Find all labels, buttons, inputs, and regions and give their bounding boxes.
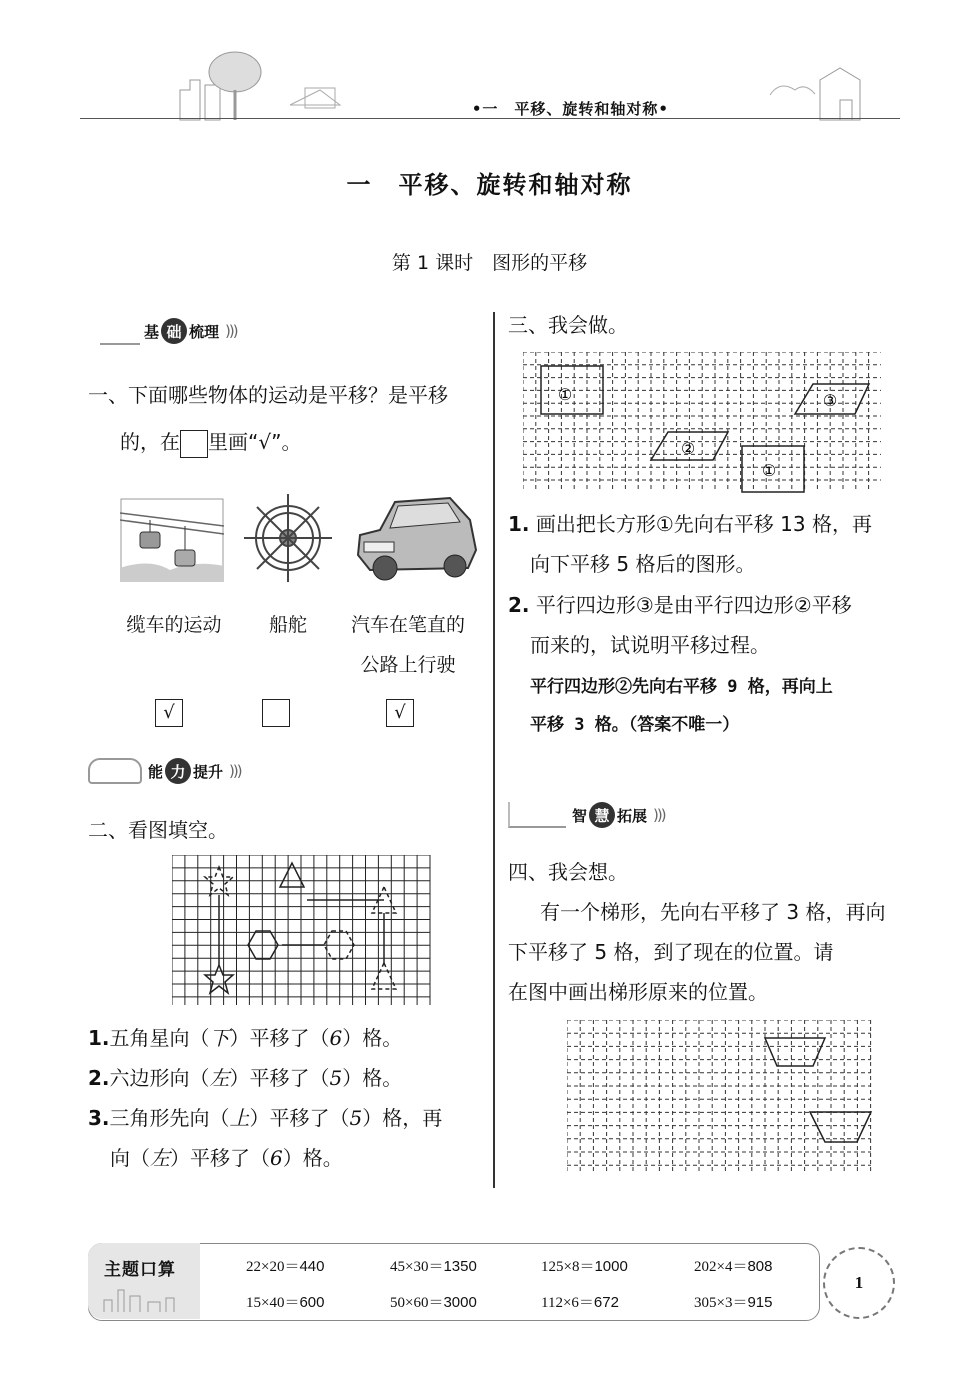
caption-ship-wheel: 船舵 [268,614,307,636]
caption-cable-car: 缆车的运动 [126,614,222,636]
q3-answer-line1: 平行四边形②先向右平移 9 格，再向上 [530,677,833,697]
q2-sentence2: 2.六边形向（左）平移了（5）格。 [88,1066,403,1090]
label-para-2: ② [680,439,696,458]
star-moved [205,965,233,993]
sample-box [180,430,208,458]
calc-8: 305×3＝915 [694,1294,773,1311]
calc-2: 45×30＝1350 [390,1258,477,1275]
q3-p2-line2: 而来的，试说明平移过程。 [530,633,770,657]
calc-3: 125×8＝1000 [541,1258,628,1275]
caption-car-line1: 汽车在笔直的 [350,614,465,636]
calc-7: 112×6＝672 [541,1294,619,1311]
book-icon [508,802,566,828]
label-para-3: ③ [822,391,838,410]
triangle-middle [372,963,396,989]
q1-line1: 一、下面哪些物体的运动是平移？是平移 [88,383,448,407]
label-rect-1: ① [557,385,573,404]
ship-wheel-icon [240,492,336,584]
q3-p2-line1: 2. 平行四边形③是由平行四边形②平移 [508,593,852,617]
lesson-title: 第 1 课时 图形的平移 [391,252,588,274]
q3-title: 三、我会做。 [508,313,628,337]
column-divider [493,312,495,1188]
trapezoid-grid [567,1020,873,1174]
q2-sentence3-cont: 向（左）平移了（6）格。 [110,1146,343,1170]
mental-math-title: 主题口算 [104,1260,176,1280]
page-number: 1 [823,1247,895,1319]
q4-line2: 下平移了 5 格，到了现在的位置。请 [508,940,834,964]
running-header: •一 平移、旋转和轴对称• [471,100,669,118]
chapter-title: 一 平移、旋转和轴对称 [346,171,633,199]
badge-ability: 能 力 提升 ))) [88,756,241,786]
trapezoid-original [765,1038,825,1066]
trapezoid-current [810,1112,871,1142]
q3-p1-line2: 向下平移 5 格后的图形。 [530,552,756,576]
q2-sentence1: 1.五角星向（下）平移了（6）格。 [88,1026,403,1050]
parallelogram-grid [523,352,883,494]
q2-title: 二、看图填空。 [88,818,228,842]
answer-box-cable-car[interactable]: √ [155,699,183,727]
answer-box-car[interactable]: √ [386,699,414,727]
badge-basic: 基 础 梳理 ))) [100,316,237,346]
car-cartoon-icon [88,758,142,784]
badge-wisdom: 智 慧 拓展 ))) [508,800,665,830]
caption-car-line2: 公路上行驶 [360,654,456,676]
city-skyline-icon [100,1282,186,1314]
shapes-translation-grid [172,855,432,1007]
q4-line3: 在图中画出梯形原来的位置。 [508,980,768,1004]
q3-answer-line2: 平移 3 格。（答案不唯一） [530,715,740,735]
car-image [350,490,480,586]
calc-1: 22×20＝440 [246,1258,325,1275]
calc-6: 50×60＝3000 [390,1294,477,1311]
calc-5: 15×40＝600 [246,1294,325,1311]
calc-4: 202×4＝808 [694,1258,773,1275]
q3-p1-line1: 1. 画出把长方形①先向右平移 13 格，再 [508,512,872,536]
q1-line2: 的，在 里画“√”。 [120,422,301,462]
label-rect-1-moved: ① [761,461,777,480]
cable-car-image [120,498,224,582]
answer-box-ship-wheel[interactable] [262,699,290,727]
q4-line1: 有一个梯形，先向右平移了 3 格，再向 [540,900,886,924]
q2-sentence3: 3.三角形先向（上）平移了（5）格，再 [88,1106,443,1130]
triangle-moved [280,863,304,887]
q4-title: 四、我会想。 [508,860,628,884]
slide-icon [100,317,140,345]
